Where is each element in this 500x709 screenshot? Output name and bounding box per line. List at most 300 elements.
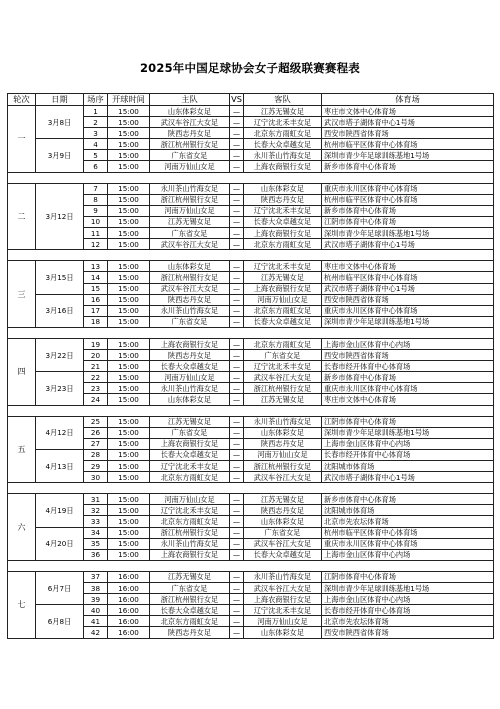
venue-cell: 长春市经开体育中心体育场 <box>322 605 494 616</box>
match-no-cell: 27 <box>84 438 108 449</box>
match-no-cell: 24 <box>84 394 108 405</box>
kickoff-cell: 15:00 <box>108 272 150 283</box>
kickoff-cell: 15:00 <box>108 350 150 361</box>
venue-cell: 新乡市体育中心体育场 <box>322 205 494 216</box>
vs-cell: — <box>230 338 244 349</box>
home-team-cell: 广东省女足 <box>150 427 230 438</box>
away-team-cell: 辽宁沈北禾丰女足 <box>244 205 322 216</box>
header-round: 轮次 <box>8 94 36 106</box>
kickoff-cell: 15:00 <box>108 383 150 394</box>
round-separator-cell <box>8 405 494 416</box>
venue-cell: 沈阳城市体育场 <box>322 505 494 516</box>
venue-cell: 江阴市体育中心体育场 <box>322 216 494 227</box>
kickoff-cell: 15:00 <box>108 494 150 505</box>
vs-cell: — <box>230 194 244 205</box>
away-team-cell: 陕西志丹女足 <box>244 505 322 516</box>
home-team-cell: 浙江杭州银行女足 <box>150 594 230 605</box>
match-no-cell: 2 <box>84 117 108 128</box>
kickoff-cell: 15:00 <box>108 338 150 349</box>
date-cell: 4月20日 <box>36 527 84 560</box>
match-no-cell: 12 <box>84 239 108 250</box>
header-row <box>8 94 494 106</box>
header-kickoff: 开球时间 <box>108 94 150 106</box>
match-no-cell: 34 <box>84 527 108 538</box>
venue-cell: 枣庄市文体中心体育场 <box>322 106 494 117</box>
match-no-cell: 41 <box>84 616 108 627</box>
away-team-cell: 北京东方雨虹女足 <box>244 239 322 250</box>
date-cell: 3月12日 <box>36 183 84 250</box>
away-team-cell: 长春大众卓越女足 <box>244 139 322 150</box>
kickoff-cell: 15:00 <box>108 294 150 305</box>
vs-cell: — <box>230 350 244 361</box>
match-no-cell: 6 <box>84 161 108 172</box>
away-team-cell: 江苏无锡女足 <box>244 106 322 117</box>
match-row <box>8 527 494 538</box>
kickoff-cell: 15:00 <box>108 394 150 405</box>
venue-cell: 杭州市临平区体育中心体育场 <box>322 194 494 205</box>
schedule-table <box>7 93 494 639</box>
venue-cell: 杭州市临平区体育中心体育场 <box>322 272 494 283</box>
vs-cell: — <box>230 150 244 161</box>
away-team-cell: 上海农商银行女足 <box>244 283 322 294</box>
match-no-cell: 40 <box>84 605 108 616</box>
away-team-cell: 上海农商银行女足 <box>244 161 322 172</box>
home-team-cell: 陕西志丹女足 <box>150 350 230 361</box>
away-team-cell: 河南万仙山女足 <box>244 616 322 627</box>
venue-cell: 上海市金山区体育中心内场 <box>322 549 494 560</box>
page-title: 2025年中国足球协会女子超级联赛赛程表 <box>139 61 360 75</box>
kickoff-cell: 15:00 <box>108 316 150 327</box>
vs-cell: — <box>230 205 244 216</box>
kickoff-cell: 15:00 <box>108 216 150 227</box>
match-no-cell: 35 <box>84 538 108 549</box>
round-cell: 四 <box>8 338 36 405</box>
kickoff-cell: 15:00 <box>108 161 150 172</box>
venue-cell: 长春市经开体育中心体育场 <box>322 449 494 460</box>
home-team-cell: 永川茶山竹海女足 <box>150 183 230 194</box>
header-venue: 体育场 <box>322 94 494 106</box>
away-team-cell: 长春大众卓越女足 <box>244 216 322 227</box>
away-team-cell: 辽宁沈北禾丰女足 <box>244 261 322 272</box>
venue-cell: 武汉市塔子湖体育中心1号场 <box>322 283 494 294</box>
venue-cell: 武汉市塔子湖体育中心1号场 <box>322 239 494 250</box>
match-no-cell: 19 <box>84 338 108 349</box>
vs-cell: — <box>230 316 244 327</box>
vs-cell: — <box>230 183 244 194</box>
round-separator <box>8 483 494 494</box>
vs-cell: — <box>230 605 244 616</box>
vs-cell: — <box>230 283 244 294</box>
match-no-cell: 36 <box>84 549 108 560</box>
home-team-cell: 江苏无锡女足 <box>150 416 230 427</box>
kickoff-cell: 15:00 <box>108 449 150 460</box>
vs-cell: — <box>230 106 244 117</box>
round-cell: 三 <box>8 261 36 328</box>
match-no-cell: 15 <box>84 283 108 294</box>
kickoff-cell: 15:00 <box>108 194 150 205</box>
kickoff-cell: 15:00 <box>108 283 150 294</box>
round-cell: 六 <box>8 494 36 561</box>
away-team-cell: 浙江杭州银行女足 <box>244 461 322 472</box>
home-team-cell: 永川茶山竹海女足 <box>150 305 230 316</box>
home-team-cell: 武汉车谷江大女足 <box>150 117 230 128</box>
home-team-cell: 陕西志丹女足 <box>150 627 230 638</box>
match-no-cell: 21 <box>84 361 108 372</box>
date-cell: 3月22日 <box>36 338 84 371</box>
kickoff-cell: 15:00 <box>108 549 150 560</box>
away-team-cell: 北京东方雨虹女足 <box>244 128 322 139</box>
vs-cell: — <box>230 427 244 438</box>
away-team-cell: 广东省女足 <box>244 527 322 538</box>
kickoff-cell: 15:00 <box>108 461 150 472</box>
away-team-cell: 武汉车谷江大女足 <box>244 538 322 549</box>
away-team-cell: 辽宁沈北禾丰女足 <box>244 605 322 616</box>
vs-cell: — <box>230 394 244 405</box>
kickoff-cell: 15:00 <box>108 150 150 161</box>
header-match-no: 场序 <box>84 94 108 106</box>
match-row <box>8 449 494 460</box>
away-team-cell: 北京东方雨虹女足 <box>244 338 322 349</box>
home-team-cell: 河南万仙山女足 <box>150 161 230 172</box>
kickoff-cell: 15:00 <box>108 128 150 139</box>
match-no-cell: 17 <box>84 305 108 316</box>
home-team-cell: 北京东方雨虹女足 <box>150 472 230 483</box>
kickoff-cell: 16:00 <box>108 594 150 605</box>
home-team-cell: 长春大众卓越女足 <box>150 361 230 372</box>
vs-cell: — <box>230 239 244 250</box>
home-team-cell: 永川茶山竹海女足 <box>150 383 230 394</box>
match-no-cell: 11 <box>84 228 108 239</box>
away-team-cell: 武汉车谷江大女足 <box>244 472 322 483</box>
home-team-cell: 山东体彩女足 <box>150 394 230 405</box>
match-no-cell: 32 <box>84 505 108 516</box>
home-team-cell: 北京东方雨虹女足 <box>150 616 230 627</box>
home-team-cell: 武汉车谷江大女足 <box>150 239 230 250</box>
away-team-cell: 广东省女足 <box>244 350 322 361</box>
vs-cell: — <box>230 438 244 449</box>
kickoff-cell: 15:00 <box>108 117 150 128</box>
date-cell: 3月9日 <box>36 139 84 172</box>
schedule-body <box>8 106 494 639</box>
round-separator-cell <box>8 172 494 183</box>
kickoff-cell: 15:00 <box>108 305 150 316</box>
vs-cell: — <box>230 594 244 605</box>
vs-cell: — <box>230 416 244 427</box>
vs-cell: — <box>230 294 244 305</box>
venue-cell: 上海市金山区体育中心内场 <box>322 338 494 349</box>
away-team-cell: 山东体彩女足 <box>244 183 322 194</box>
venue-cell: 武汉市塔子湖体育中心1号场 <box>322 117 494 128</box>
match-row <box>8 261 494 272</box>
vs-cell: — <box>230 261 244 272</box>
match-no-cell: 10 <box>84 216 108 227</box>
match-no-cell: 5 <box>84 150 108 161</box>
away-team-cell: 北京东方雨虹女足 <box>244 305 322 316</box>
header-away: 客队 <box>244 94 322 106</box>
venue-cell: 深圳市青少年足球训练基地1号场 <box>322 228 494 239</box>
date-cell: 6月7日 <box>36 571 84 604</box>
match-row <box>8 416 494 427</box>
away-team-cell: 山东体彩女足 <box>244 427 322 438</box>
match-row <box>8 106 494 117</box>
home-team-cell: 河南万仙山女足 <box>150 205 230 216</box>
match-row <box>8 338 494 349</box>
match-row <box>8 372 494 383</box>
home-team-cell: 广东省女足 <box>150 316 230 327</box>
match-no-cell: 16 <box>84 294 108 305</box>
vs-cell: — <box>230 449 244 460</box>
round-separator-cell <box>8 560 494 571</box>
venue-cell: 北京市先农坛体育场 <box>322 616 494 627</box>
away-team-cell: 山东体彩女足 <box>244 516 322 527</box>
home-team-cell: 长春大众卓越女足 <box>150 449 230 460</box>
venue-cell: 重庆市永川区体育中心体育场 <box>322 383 494 394</box>
home-team-cell: 陕西志丹女足 <box>150 294 230 305</box>
kickoff-cell: 15:00 <box>108 527 150 538</box>
kickoff-cell: 15:00 <box>108 261 150 272</box>
vs-cell: — <box>230 472 244 483</box>
match-no-cell: 13 <box>84 261 108 272</box>
venue-cell: 重庆市永川区体育中心体育场 <box>322 183 494 194</box>
vs-cell: — <box>230 272 244 283</box>
venue-cell: 杭州市临平区体育中心体育场 <box>322 527 494 538</box>
round-separator <box>8 172 494 183</box>
venue-cell: 新乡市体育中心体育场 <box>322 494 494 505</box>
date-cell: 3月16日 <box>36 294 84 327</box>
venue-cell: 江阴市体育中心体育场 <box>322 571 494 582</box>
vs-cell: — <box>230 117 244 128</box>
match-no-cell: 1 <box>84 106 108 117</box>
home-team-cell: 北京东方雨虹女足 <box>150 516 230 527</box>
vs-cell: — <box>230 505 244 516</box>
match-no-cell: 3 <box>84 128 108 139</box>
round-cell: 七 <box>8 571 36 638</box>
date-cell: 4月19日 <box>36 494 84 527</box>
vs-cell: — <box>230 527 244 538</box>
away-team-cell: 上海农商银行女足 <box>244 228 322 239</box>
match-no-cell: 7 <box>84 183 108 194</box>
home-team-cell: 辽宁沈北禾丰女足 <box>150 461 230 472</box>
round-separator <box>8 327 494 338</box>
date-cell: 4月12日 <box>36 416 84 449</box>
home-team-cell: 永川茶山竹海女足 <box>150 538 230 549</box>
venue-cell: 新乡市体育中心体育场 <box>322 161 494 172</box>
header-date: 日期 <box>36 94 84 106</box>
venue-cell: 沈阳城市体育场 <box>322 461 494 472</box>
away-team-cell: 江苏无锡女足 <box>244 494 322 505</box>
vs-cell: — <box>230 161 244 172</box>
kickoff-cell: 15:00 <box>108 372 150 383</box>
kickoff-cell: 15:00 <box>108 183 150 194</box>
match-no-cell: 37 <box>84 571 108 582</box>
round-cell: 五 <box>8 416 36 483</box>
venue-cell: 西安市陕西省体育场 <box>322 627 494 638</box>
match-no-cell: 29 <box>84 461 108 472</box>
match-no-cell: 31 <box>84 494 108 505</box>
venue-cell: 重庆市永川区体育中心体育场 <box>322 305 494 316</box>
header-home: 主队 <box>150 94 230 106</box>
venue-cell: 西安市陕西省体育场 <box>322 128 494 139</box>
away-team-cell: 山东体彩女足 <box>244 627 322 638</box>
away-team-cell: 辽宁沈北禾丰女足 <box>244 361 322 372</box>
round-separator-cell <box>8 483 494 494</box>
home-team-cell: 上海农商银行女足 <box>150 438 230 449</box>
home-team-cell: 武汉车谷江大女足 <box>150 283 230 294</box>
round-separator-cell <box>8 327 494 338</box>
home-team-cell: 浙江杭州银行女足 <box>150 194 230 205</box>
match-no-cell: 23 <box>84 383 108 394</box>
venue-cell: 深圳市青少年足球训练基地1号场 <box>322 427 494 438</box>
away-team-cell: 上海农商银行女足 <box>244 594 322 605</box>
home-team-cell: 山东体彩女足 <box>150 106 230 117</box>
round-separator-cell <box>8 250 494 261</box>
match-row <box>8 183 494 194</box>
vs-cell: — <box>230 461 244 472</box>
round-separator <box>8 250 494 261</box>
kickoff-cell: 15:00 <box>108 239 150 250</box>
match-no-cell: 26 <box>84 427 108 438</box>
home-team-cell: 河南万仙山女足 <box>150 372 230 383</box>
home-team-cell: 上海农商银行女足 <box>150 549 230 560</box>
vs-cell: — <box>230 583 244 594</box>
home-team-cell: 浙江杭州银行女足 <box>150 527 230 538</box>
match-no-cell: 42 <box>84 627 108 638</box>
home-team-cell: 广东省女足 <box>150 583 230 594</box>
away-team-cell: 武汉车谷江大女足 <box>244 372 322 383</box>
away-team-cell: 浙江杭州银行女足 <box>244 383 322 394</box>
venue-cell: 上海市金山区体育中心内场 <box>322 594 494 605</box>
match-no-cell: 33 <box>84 516 108 527</box>
away-team-cell: 永川茶山竹海女足 <box>244 416 322 427</box>
vs-cell: — <box>230 372 244 383</box>
match-no-cell: 25 <box>84 416 108 427</box>
match-no-cell: 20 <box>84 350 108 361</box>
kickoff-cell: 15:00 <box>108 516 150 527</box>
date-cell: 4月13日 <box>36 449 84 482</box>
kickoff-cell: 15:00 <box>108 205 150 216</box>
venue-cell: 西安市陕西省体育场 <box>322 350 494 361</box>
away-team-cell: 江苏无锡女足 <box>244 394 322 405</box>
venue-cell: 上海市金山区体育中心内场 <box>322 438 494 449</box>
kickoff-cell: 16:00 <box>108 627 150 638</box>
vs-cell: — <box>230 538 244 549</box>
home-team-cell: 广东省女足 <box>150 150 230 161</box>
venue-cell: 武汉市塔子湖体育中心1号场 <box>322 472 494 483</box>
vs-cell: — <box>230 305 244 316</box>
vs-cell: — <box>230 128 244 139</box>
match-no-cell: 14 <box>84 272 108 283</box>
vs-cell: — <box>230 228 244 239</box>
home-team-cell: 长春大众卓越女足 <box>150 605 230 616</box>
home-team-cell: 江苏无锡女足 <box>150 216 230 227</box>
away-team-cell: 河南万仙山女足 <box>244 449 322 460</box>
away-team-cell: 陕西志丹女足 <box>244 194 322 205</box>
match-no-cell: 22 <box>84 372 108 383</box>
vs-cell: — <box>230 383 244 394</box>
round-separator <box>8 405 494 416</box>
home-team-cell: 浙江杭州银行女足 <box>150 139 230 150</box>
date-cell: 3月8日 <box>36 106 84 139</box>
kickoff-cell: 15:00 <box>108 472 150 483</box>
vs-cell: — <box>230 516 244 527</box>
vs-cell: — <box>230 361 244 372</box>
kickoff-cell: 15:00 <box>108 438 150 449</box>
match-row <box>8 494 494 505</box>
kickoff-cell: 16:00 <box>108 616 150 627</box>
date-cell: 3月23日 <box>36 372 84 405</box>
venue-cell: 新乡市体育中心体育场 <box>322 372 494 383</box>
kickoff-cell: 15:00 <box>108 228 150 239</box>
vs-cell: — <box>230 571 244 582</box>
home-team-cell: 江苏无锡女足 <box>150 571 230 582</box>
kickoff-cell: 15:00 <box>108 538 150 549</box>
match-no-cell: 9 <box>84 205 108 216</box>
round-cell: 二 <box>8 183 36 250</box>
away-team-cell: 永川茶山竹海女足 <box>244 150 322 161</box>
match-no-cell: 4 <box>84 139 108 150</box>
match-row <box>8 294 494 305</box>
vs-cell: — <box>230 494 244 505</box>
vs-cell: — <box>230 216 244 227</box>
kickoff-cell: 15:00 <box>108 361 150 372</box>
match-no-cell: 18 <box>84 316 108 327</box>
venue-cell: 江阴市体育中心体育场 <box>322 416 494 427</box>
match-row <box>8 605 494 616</box>
venue-cell: 长春市经开体育中心体育场 <box>322 361 494 372</box>
venue-cell: 西安市陕西省体育场 <box>322 294 494 305</box>
kickoff-cell: 16:00 <box>108 605 150 616</box>
kickoff-cell: 15:00 <box>108 106 150 117</box>
match-no-cell: 39 <box>84 594 108 605</box>
kickoff-cell: 15:00 <box>108 416 150 427</box>
round-cell: 一 <box>8 106 36 173</box>
home-team-cell: 河南万仙山女足 <box>150 494 230 505</box>
away-team-cell: 陕西志丹女足 <box>244 438 322 449</box>
kickoff-cell: 15:00 <box>108 427 150 438</box>
match-row <box>8 571 494 582</box>
kickoff-cell: 15:00 <box>108 139 150 150</box>
match-no-cell: 38 <box>84 583 108 594</box>
vs-cell: — <box>230 549 244 560</box>
home-team-cell: 广东省女足 <box>150 228 230 239</box>
date-cell: 3月15日 <box>36 261 84 294</box>
vs-cell: — <box>230 616 244 627</box>
venue-cell: 北京市先农坛体育场 <box>322 516 494 527</box>
header-vs: VS <box>231 94 242 104</box>
away-team-cell: 辽宁沈北禾丰女足 <box>244 117 322 128</box>
venue-cell: 重庆市永川区体育中心体育场 <box>322 538 494 549</box>
kickoff-cell: 16:00 <box>108 583 150 594</box>
away-team-cell: 河南万仙山女足 <box>244 294 322 305</box>
away-team-cell: 武汉车谷江大女足 <box>244 583 322 594</box>
venue-cell: 深圳市青少年足球训练基地1号场 <box>322 583 494 594</box>
kickoff-cell: 15:00 <box>108 505 150 516</box>
match-no-cell: 30 <box>84 472 108 483</box>
home-team-cell: 山东体彩女足 <box>150 261 230 272</box>
venue-cell: 枣庄市文体中心体育场 <box>322 394 494 405</box>
match-row <box>8 139 494 150</box>
venue-cell: 深圳市青少年足球训练基地1号场 <box>322 150 494 161</box>
home-team-cell: 辽宁沈北禾丰女足 <box>150 505 230 516</box>
venue-cell: 枣庄市文体中心体育场 <box>322 261 494 272</box>
home-team-cell: 浙江杭州银行女足 <box>150 272 230 283</box>
away-team-cell: 长春大众卓越女足 <box>244 316 322 327</box>
match-no-cell: 8 <box>84 194 108 205</box>
home-team-cell: 陕西志丹女足 <box>150 128 230 139</box>
home-team-cell: 上海农商银行女足 <box>150 338 230 349</box>
round-separator <box>8 560 494 571</box>
vs-cell: — <box>230 627 244 638</box>
